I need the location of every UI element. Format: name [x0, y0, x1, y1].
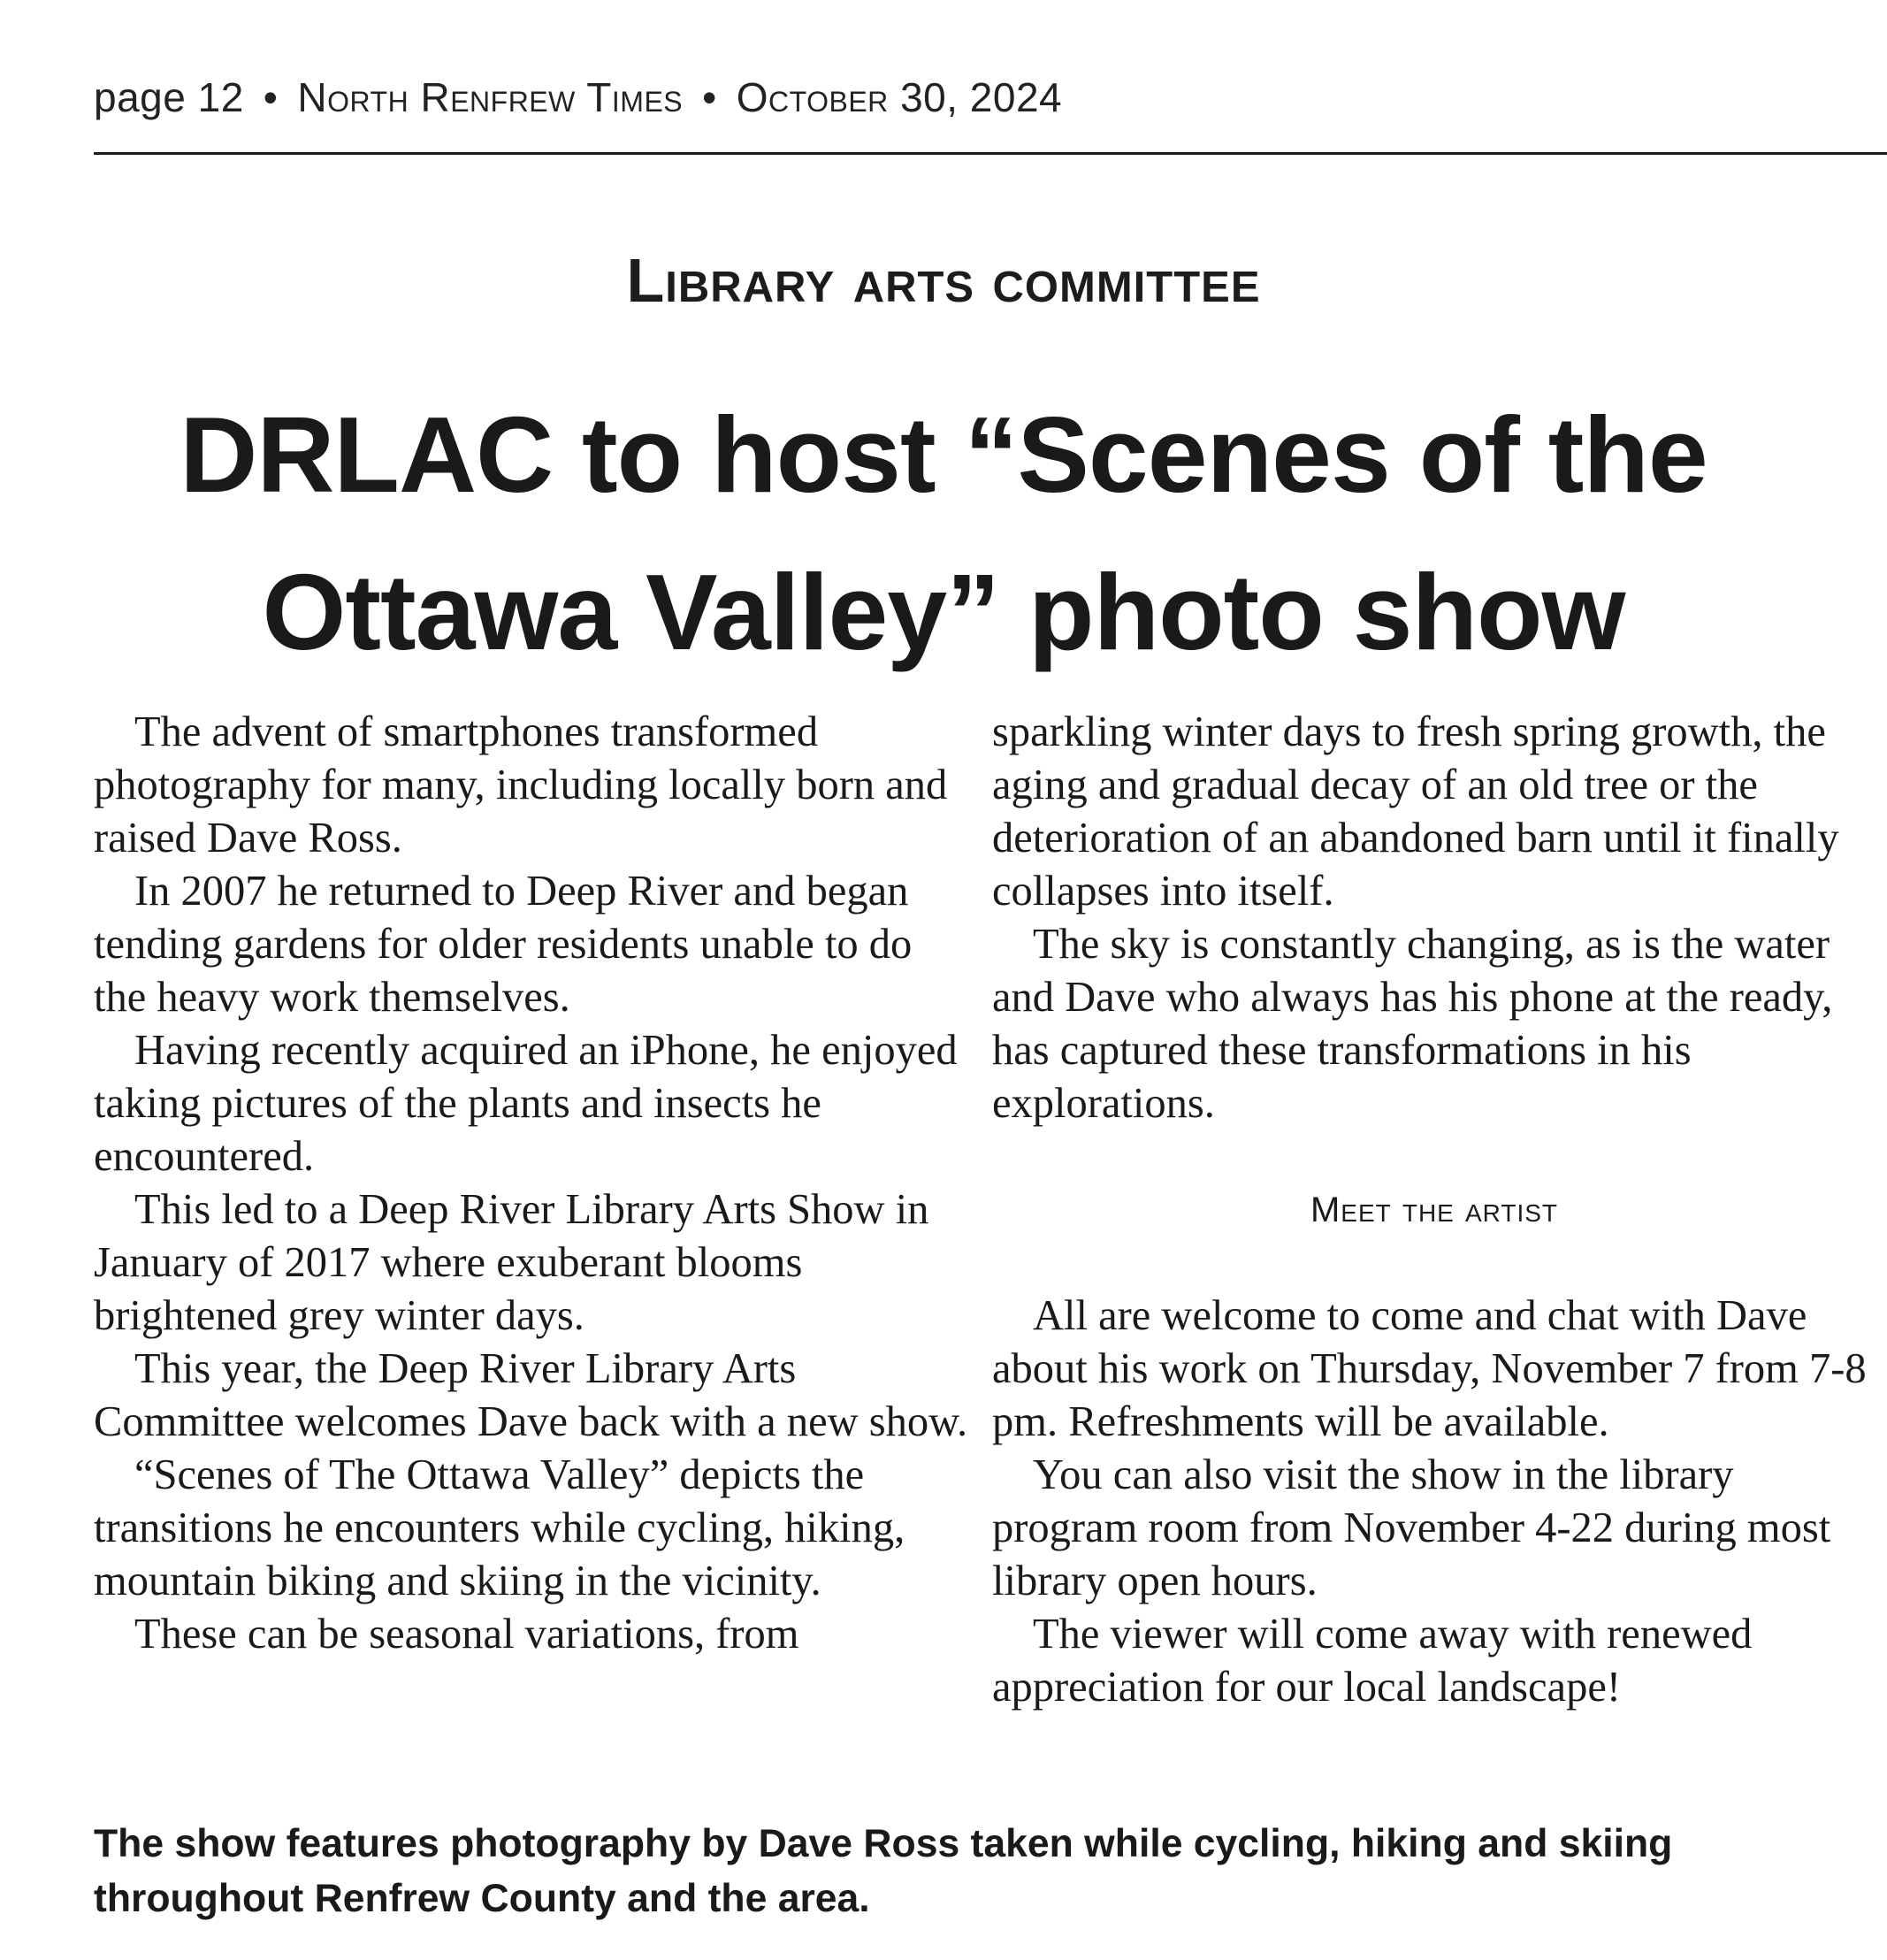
folio-separator: •	[702, 74, 717, 120]
article-column-left	[94, 706, 969, 1661]
paragraph: You can also visit the show in the library program room from November 4-22 during most library open hours.	[992, 1451, 1831, 1604]
folio-separator: •	[263, 74, 279, 120]
headline-line-2: Ottawa Valley” photo show	[262, 552, 1625, 672]
section-kicker: Library arts committee	[626, 246, 1261, 315]
header-rule	[94, 152, 1887, 155]
article-headline	[0, 376, 1887, 691]
paragraph: In 2007 he returned to Deep River and began tending gardens for older residents unable to do the heavy work themselves.	[94, 868, 913, 1021]
headline-line-1: DRLAC to host “Scenes of the	[180, 394, 1707, 515]
page-number: page 12	[94, 74, 244, 120]
caption-line-1: The show features photography by Dave Ross taken while cycling, hiking and skiing	[94, 1822, 1673, 1865]
caption-line-2: throughout Renfrew County and the area.	[94, 1877, 870, 1920]
paragraph: Having recently acquired an iPhone, he enjoyed taking pictures of the plants and insects he encountered.	[94, 1027, 958, 1180]
page-folio	[94, 71, 1062, 124]
paragraph: “Scenes of The Ottawa Valley” depicts the transitions he encounters while cycling, hiking, mountain biking and skiing in the vicinity.	[94, 1451, 905, 1604]
paragraph: The viewer will come away with renewed appreciation for our local landscape!	[992, 1611, 1753, 1711]
paragraph: These can be seasonal variations, from	[134, 1611, 799, 1658]
publication-name: North Renfrew Times	[297, 74, 684, 120]
paragraph: This year, the Deep River Library Arts Committee welcomes Dave back with a new show.	[94, 1345, 968, 1445]
article-column-right	[992, 706, 1876, 1714]
paragraph-continuation: sparkling winter days to fresh spring growth, the aging and gradual decay of an old tree or the deterioration of an abandoned barn until it finally collapses into itself.	[992, 708, 1839, 915]
meet-the-artist-subhead: Meet the artist	[1310, 1191, 1559, 1229]
paragraph: All are welcome to come and chat with Dave about his work on Thursday, November 7 from 7-8 pm. Refreshments will be available.	[992, 1292, 1867, 1445]
paragraph: The sky is constantly changing, as is the water and Dave who always has his phone at the ready, has captured these transformations in his explorations.	[992, 921, 1833, 1127]
publication-date: October 30, 2024	[736, 74, 1063, 120]
paragraph: This led to a Deep River Library Arts Show in January of 2017 where exuberant blooms brightened grey winter days.	[94, 1186, 929, 1339]
paragraph: The advent of smartphones transformed photography for many, including locally born and raised Dave Ross.	[94, 708, 948, 861]
photo-caption	[94, 1817, 1862, 1926]
